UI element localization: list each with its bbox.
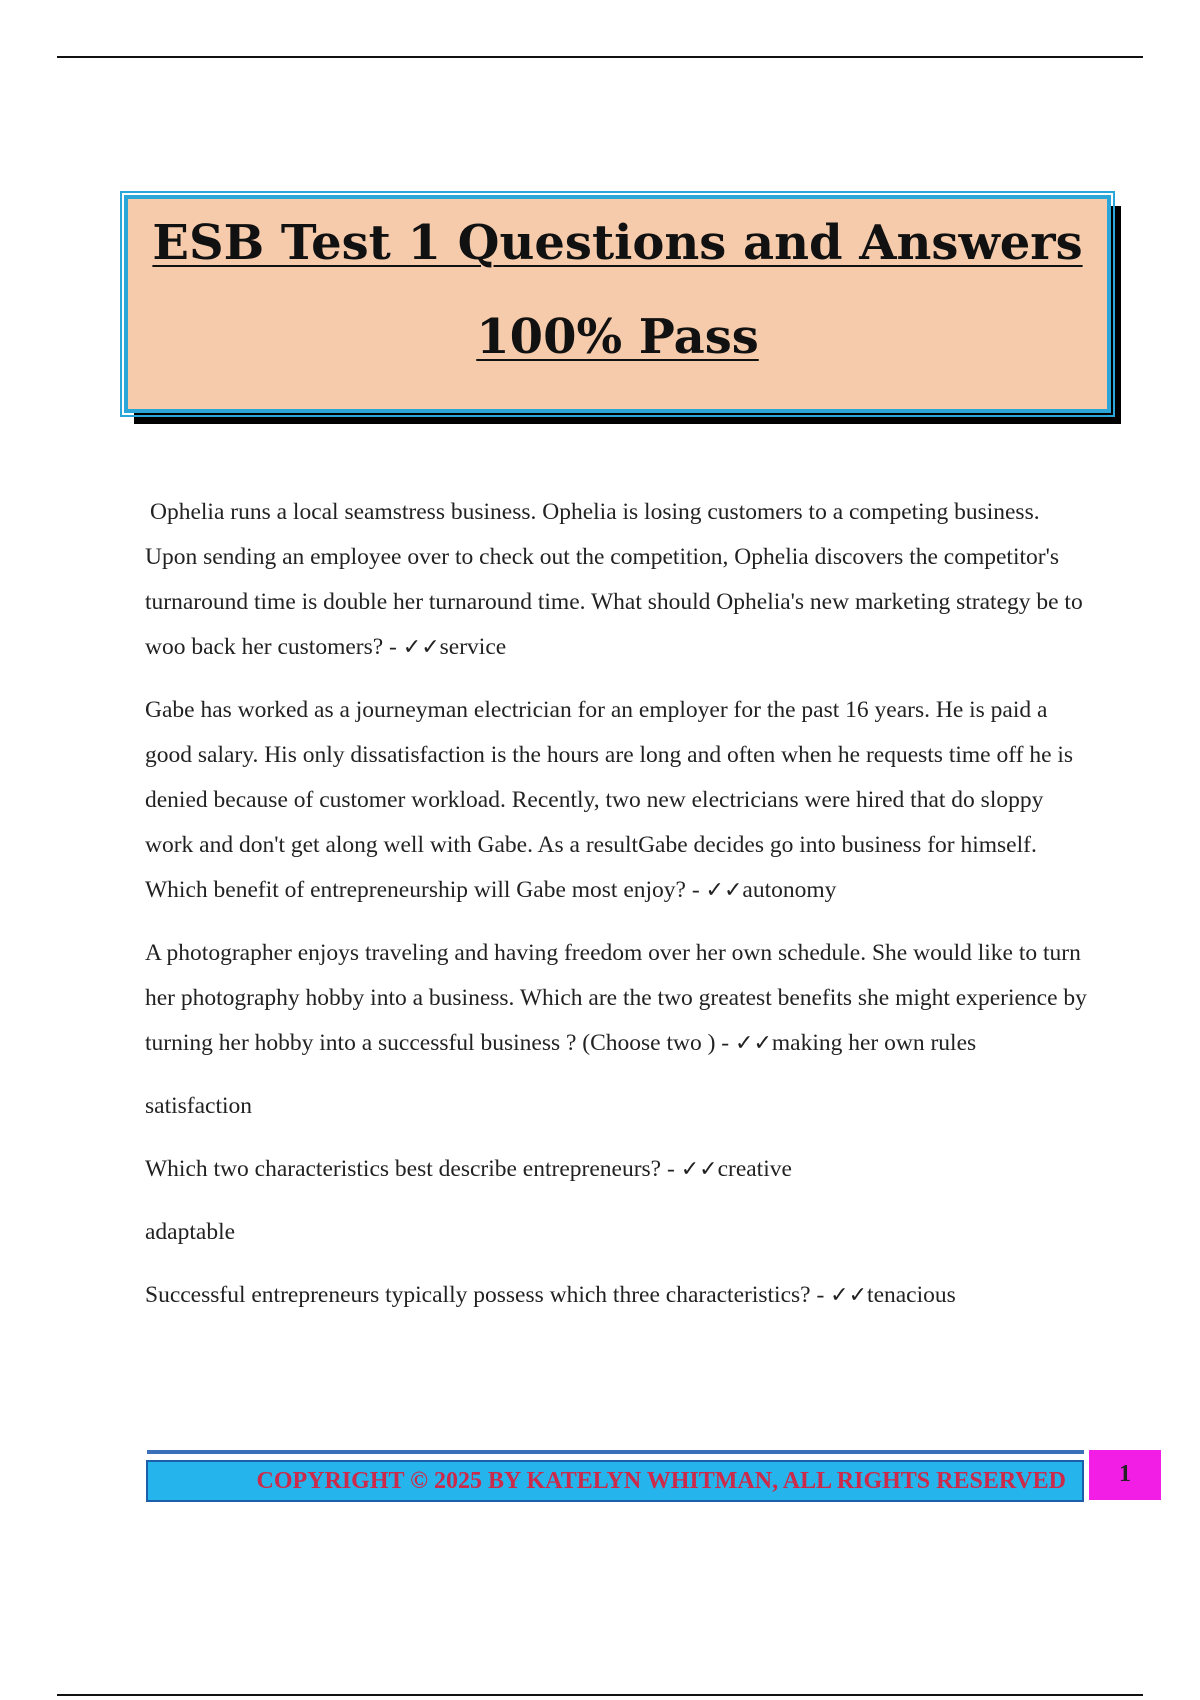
document-subtitle: 100% Pass	[476, 309, 759, 365]
copyright-text: COPYRIGHT © 2025 BY KATELYN WHITMAN, ALL RIGHTS RESERVED	[256, 1468, 1066, 1494]
question-text: Successful entrepreneurs typically possess which three characteristics? -	[145, 1282, 831, 1308]
question-text: A photographer enjoys traveling and having freedom over her own schedule. She would like to turn her photography hobby into a business. Which are the two greatest benefits she might experience by turning her hobby into a successful business ? (Choose two ) -	[145, 940, 1087, 1056]
document-title: ESB Test 1 Questions and Answers	[152, 215, 1083, 271]
top-rule	[57, 56, 1143, 58]
checkmark-icon: ✓✓	[830, 1283, 868, 1308]
question-text: Which two characteristics best describe entrepreneurs? -	[145, 1156, 681, 1182]
qa-item	[145, 1147, 1090, 1192]
answer-text: tenacious	[867, 1282, 956, 1308]
checkmark-icon: ✓✓	[402, 635, 440, 660]
qa-content	[145, 490, 1090, 1336]
qa-item	[145, 931, 1090, 1066]
answer-extra: adaptable	[145, 1219, 236, 1245]
bottom-rule	[57, 1694, 1143, 1696]
checkmark-icon: ✓✓	[735, 1031, 772, 1056]
question-text: Ophelia runs a local seamstress business. Ophelia is losing customers to a competing business. Upon sending an employee over to check out the competition, Ophelia discovers the competitor's turnaround time is double her turnaround time. What should Ophelia's new marketing strategy be to woo back her customers? -	[145, 499, 1083, 660]
answer-text: service	[439, 634, 507, 660]
footer-rule	[147, 1450, 1084, 1454]
answer-text: autonomy	[742, 877, 837, 903]
answer-text: creative	[717, 1156, 792, 1182]
copyright-bar	[146, 1460, 1084, 1502]
page-number-badge: 1	[1089, 1450, 1161, 1500]
checkmark-icon: ✓✓	[680, 1157, 718, 1182]
qa-item	[145, 490, 1090, 670]
answer-extra: satisfaction	[145, 1093, 253, 1119]
question-text: Gabe has worked as a journeyman electrician for an employer for the past 16 years. He is paid a good salary. His only dissatisfaction is the hours are long and often when he requests time off he is denied because of customer workload. Recently, two new electricians were hired that do sloppy work and don't get along well with Gabe. As a resultGabe decides go into business for himself. Which benefit of entrepreneurship will Gabe most enjoy? -	[145, 697, 1074, 903]
checkmark-icon: ✓✓	[705, 878, 743, 903]
qa-item	[145, 1273, 1090, 1318]
title-box	[124, 195, 1111, 413]
answer-text: making her own rules	[771, 1030, 977, 1056]
qa-item	[145, 688, 1090, 913]
